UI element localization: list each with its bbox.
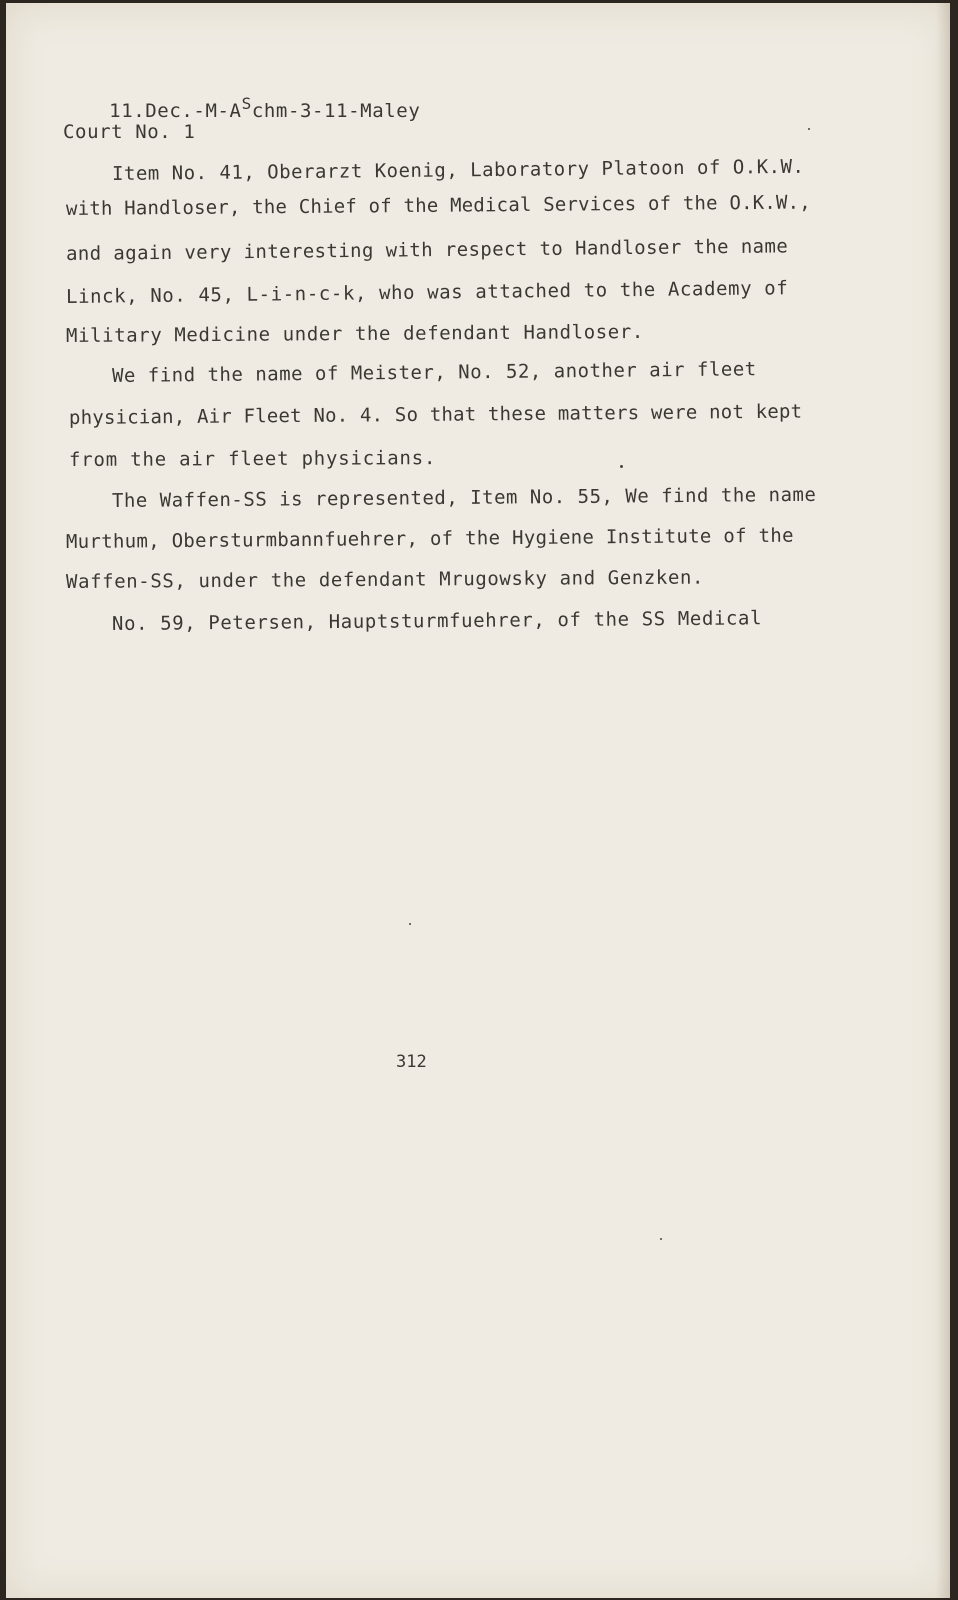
text-line: We find the name of Meister, No. 52, another air fleet [111,358,757,387]
text-line: Military Medicine under the defendant Handloser. [65,320,644,347]
ink-speck [409,923,411,925]
text-line: Linck, No. 45, L-i-n-c-k, who was attached to the Academy of [65,277,789,308]
court-line: Court No. 1 [63,121,196,143]
text-line: Murthum, Obersturmbannfuehrer, of the Hygiene Institute of the [65,524,794,553]
text-line: with Handloser, the Chief of the Medical Services of the O.K.W., [65,191,811,220]
ink-speck [620,465,623,468]
text-line: and again very interesting with respect to Handloser the name [65,235,789,265]
header-superscript: S [241,94,252,113]
header-prefix: 11.Dec.-M-A [109,100,242,122]
text-line: No. 59, Petersen, Hauptsturmfuehrer, of the SS Medical [111,607,763,635]
ink-speck [808,128,810,130]
text-line: physician, Air Fleet No. 4. So that these matters were not kept [68,400,803,429]
page-number: 312 [396,1052,427,1072]
text-line: Item No. 41, Oberarzt Koenig, Laboratory Platoon of O.K.W. [111,155,805,185]
ink-speck [660,1238,662,1240]
page-edge-shadow [936,3,950,1598]
document-page [6,3,950,1598]
header-suffix: chm-3-11-Maley [251,100,421,122]
text-line: Waffen-SS, under the defendant Mrugowsky and Genzken. [65,566,705,593]
text-line: The Waffen-SS is represented, Item No. 55, We find the name [111,483,817,512]
text-line: from the air fleet physicians. [68,447,437,471]
